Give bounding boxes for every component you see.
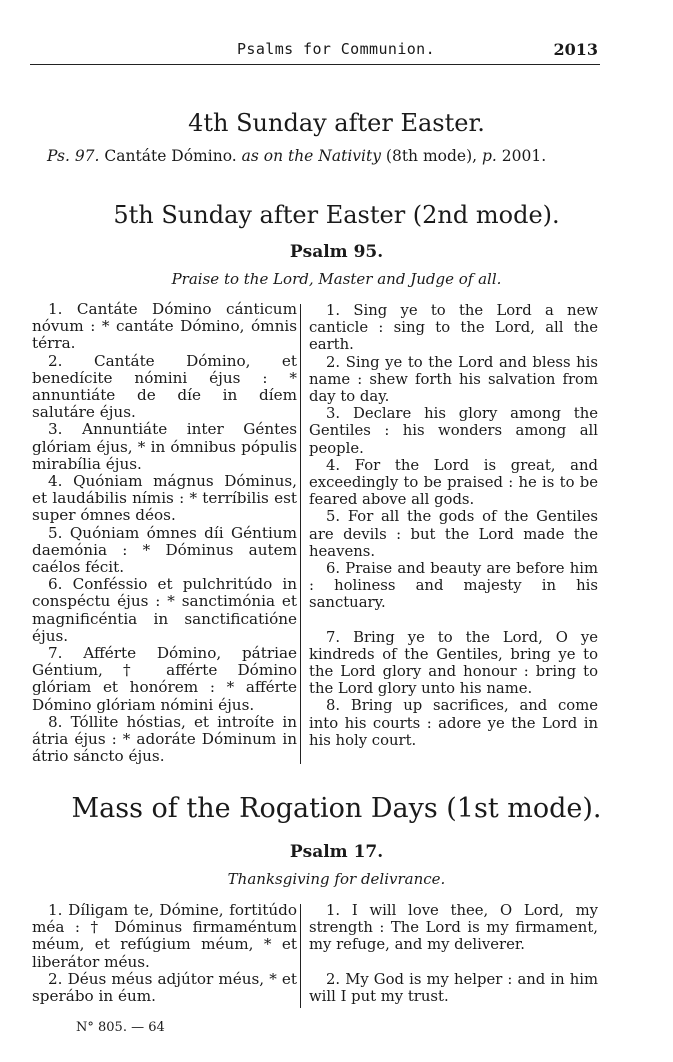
english-column	[309, 302, 598, 749]
latin-column	[32, 301, 297, 765]
ref-p: p.	[481, 147, 497, 165]
ref-prefix: Ps. 97.	[47, 147, 100, 165]
ref-mode: (8th mode),	[380, 147, 482, 165]
running-title: Psalms for Communion.	[237, 40, 436, 58]
latin-verse: 1. Cantáte Dómino cánticum nóvum : * cantáte Dómino, ómnis térra.	[32, 300, 297, 353]
latin-verse: 8. Tóllite hóstias, et introíte in átria éjus : * adoráte Dóminum in átrio sáncto éjus.	[32, 712, 297, 766]
english-verse: 7. Bring ye to the Lord, O ye kindreds of the Gentiles, bring ye to the Lord glory and honour : bring to the Lord glory unto his name.	[309, 628, 598, 698]
section-title-rogation: Mass of the Rogation Days (1st mode).	[71, 793, 602, 824]
psalm-subtitle: Praise to the Lord, Master and Judge of all.	[171, 270, 502, 288]
latin-verse: 5. Quóniam ómnes díi Géntium daemónia : * Dóminus autem caélos fécit.	[32, 523, 297, 577]
english-verse: 6. Praise and beauty are before him : holiness and majesty in his sanctuary.	[309, 560, 598, 612]
printer-code: N° 805. — 64	[76, 1020, 165, 1035]
latin-verse: 3. Annuntiáte inter Géntes glóriam éjus, * in ómnibus pópulis mirabília éjus.	[32, 420, 297, 473]
psalm-heading: Psalm 17.	[289, 842, 384, 862]
english-verse: 1. I will love thee, O Lord, my strength : The Lord is my firmament, my refuge, and my deliverer.	[309, 902, 598, 954]
english-verse: 5. For all the gods of the Gentiles are devils : but the Lord made the heavens.	[309, 508, 598, 560]
ref-latin: Cantáte Dómino.	[99, 147, 242, 165]
english-verse: 2. Sing ye to the Lord and bless his name : shew forth his salvation from day to day.	[309, 353, 598, 406]
latin-verse: 4. Quóniam mágnus Dóminus, et laudábilis nímis : * terríbilis est super ómnes déos.	[32, 472, 297, 525]
latin-verse: 6. Conféssio et pulchritúdo in conspéctu éjus : * sanctimónia et magnificéntia in sanctificatióne éjus.	[32, 575, 297, 645]
running-header	[30, 40, 600, 65]
english-verse: 1. Sing ye to the Lord a new canticle : sing to the Lord, all the earth.	[309, 302, 598, 354]
latin-verse: 7. Afférte Dómino, pátriae Géntium, † afférte Dómino glóriam et honórem : * afférte Dómino glóriam nómini éjus.	[32, 644, 297, 714]
latin-verse: 1. Díligam te, Dómine, fortitúdo méa : † Dóminus firmaméntum méum, et refúgium méum, * et liberátor méus.	[32, 901, 297, 971]
psalm-reference	[47, 147, 546, 165]
english-column	[309, 902, 598, 1005]
latin-column	[32, 902, 297, 1005]
english-verse: 3. Declare his glory among the Gentiles : his wonders among all people.	[309, 405, 598, 457]
page-number: 2013	[553, 40, 598, 59]
english-verse: 8. Bring up sacrifices, and come into his courts : adore ye the Lord in his holy court.	[309, 697, 598, 749]
psalm-subtitle: Thanksgiving for delivrance.	[227, 870, 446, 888]
ref-italic: as on the Nativity	[241, 147, 381, 165]
section-title-5th-sunday: 5th Sunday after Easter (2nd mode).	[113, 201, 560, 229]
latin-verse: 2. Cantáte Dómino, et benedícite nómini éjus : * annuntiáte de díe in díem salutáre éjus.	[32, 351, 297, 422]
column-divider	[300, 304, 301, 764]
section-title-4th-sunday: 4th Sunday after Easter.	[188, 109, 485, 137]
english-verse: 2. My God is my helper : and in him will I put my trust.	[309, 970, 598, 1005]
column-divider	[300, 904, 301, 1008]
ref-page: 2001.	[496, 147, 547, 165]
latin-verse: 2. Déus méus adjútor méus, * et sperábo in éum.	[32, 969, 297, 1006]
psalm-heading: Psalm 95.	[289, 242, 384, 262]
english-verse: 4. For the Lord is great, and exceedingly to be praised : he is to be feared above all gods.	[309, 456, 598, 509]
